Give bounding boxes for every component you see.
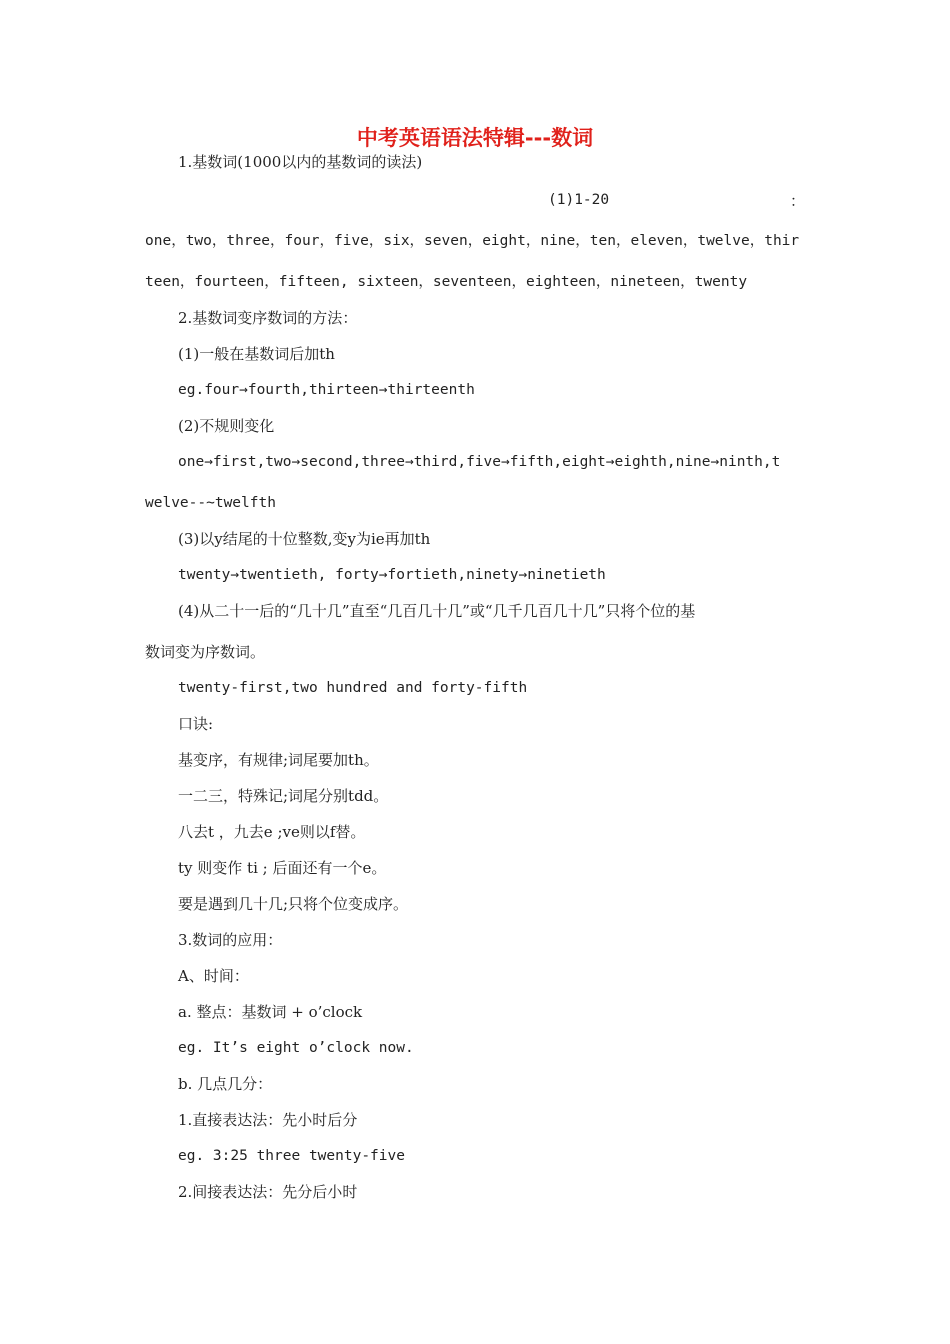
mnemonic-line: 基变序，有规律;词尾要加th。 [178, 751, 379, 769]
mnemonic-line: 要是遇到几十几;只将个位变成序。 [178, 895, 409, 913]
text-line: 2.间接表达法：先分后小时 [178, 1183, 358, 1201]
subheading-1-20: (1)1-20 [548, 192, 610, 208]
text-line: teen，fourteen，fifteen, sixteen，seventeen，eighteen，nineteen，twenty [145, 274, 748, 290]
section-heading-cardinal: 1.基数词(1000以内的基数词的读法) [178, 153, 423, 171]
page-title: 中考英语语法特辑---数词 [356, 126, 594, 150]
text-line: one，two，three，four，five，six，seven，eight，nine，ten，eleven，twelve，thir [145, 233, 800, 249]
section-heading-ordinal: 2.基数词变序数词的方法： [178, 309, 358, 327]
rule-3: (3)以y结尾的十位整数,变y为ie再加th [178, 530, 431, 548]
rule-4: (4)从二十一后的“几十几”直至“几百几十几”或“几千几百几十几”只将个位的基 [178, 602, 696, 620]
text-line: 数词变为序数词。 [145, 643, 266, 661]
example-line: twenty-first,two hundred and forty-fifth [178, 680, 528, 696]
mnemonic-line: 一二三，特殊记;词尾分别tdd。 [178, 787, 389, 805]
mnemonic-heading: 口诀: [178, 715, 214, 733]
colon-mark: ： [790, 192, 806, 210]
mnemonic-line: 八去t ，九去e ;ve则以f替。 [178, 823, 366, 841]
rule-1: (1)一般在基数词后加th [178, 345, 335, 363]
subsection-time: A、时间： [178, 967, 249, 985]
example-line: eg. 3:25 three twenty-five [178, 1148, 405, 1164]
rule-2: (2)不规则变化 [178, 417, 275, 435]
text-line: b. 几点几分： [178, 1075, 273, 1093]
example-line: welve--~twelfth [145, 495, 276, 511]
example-line: twenty→twentieth, forty→fortieth,ninety→ninetieth [178, 567, 606, 583]
text-line: a. 整点：基数词 + o’clock [178, 1003, 363, 1021]
section-heading-usage: 3.数词的应用： [178, 931, 283, 949]
example-line: eg. It’s eight o’clock now. [178, 1040, 414, 1056]
example-line: eg.four→fourth,thirteen→thirteenth [178, 382, 475, 398]
example-line: one→first,two→second,three→third,five→fifth,eight→eighth,nine→ninth,t [178, 454, 781, 470]
mnemonic-line: ty 则变作 ti ; 后面还有一个e。 [178, 859, 387, 877]
text-line: 1.直接表达法：先小时后分 [178, 1111, 358, 1129]
